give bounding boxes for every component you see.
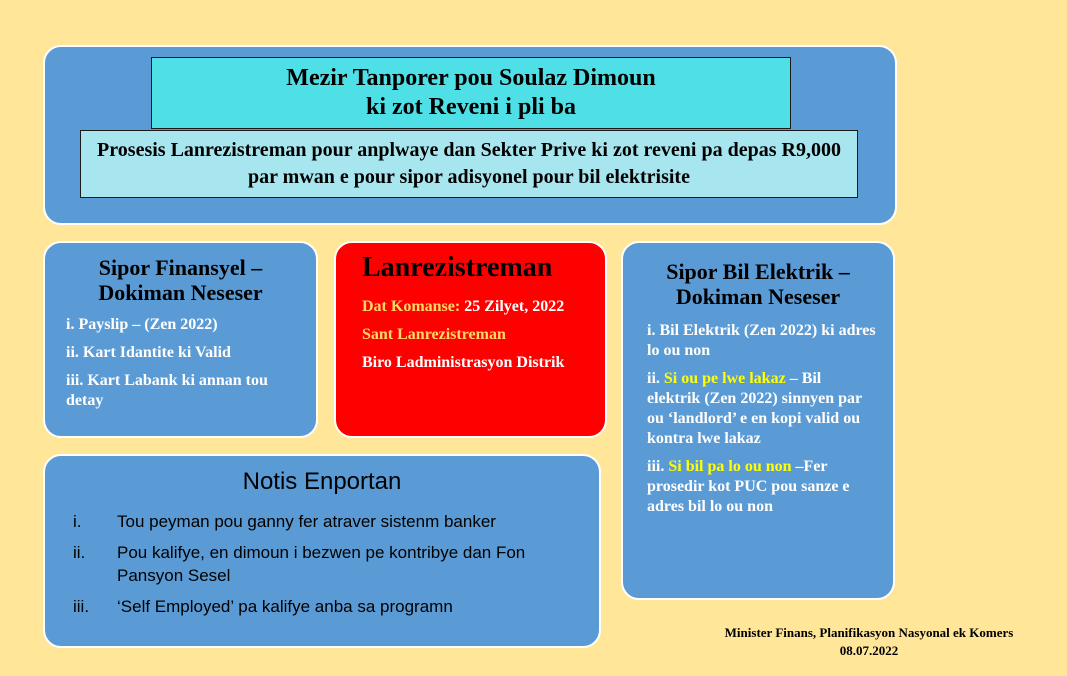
electricity-document-item [647,457,877,517]
notice-item-text: ‘Self Employed’ pa kalifye anba sa programn [117,597,453,616]
financial-heading-line-2: Dokiman Neseser [98,280,263,305]
notice-item-number: ii. [73,543,86,562]
registration-details [362,297,587,381]
electricity-document-list [647,321,877,525]
financial-document-item: ii. Kart Idantite ki Valid [66,344,231,361]
electricity-item-highlight: Si bil pa lo ou non [668,458,792,475]
subtitle-text: Prosesis Lanrezistreman pour anplwaye dan Sekter Prive ki zot reveni pa depas R9,000 par mwan e pour sipor adisyonel pour bil elektrisite [97,139,841,188]
electricity-document-item [647,369,877,449]
notice-item [73,595,573,618]
footer-date: 08.07.2022 [839,643,899,658]
electricity-heading-line-2: Dokiman Neseser [675,284,841,309]
registration-date-label: Dat Komanse: [362,298,461,315]
electricity-item-number: ii. [647,370,664,387]
notice-list [73,510,573,626]
notice-item-number: iii. [73,597,90,616]
notice-item-text: Tou peyman pou ganny fer atraver sistenm banker [117,512,496,531]
electricity-item-highlight: Si ou pe lwe lakaz [663,370,786,387]
financial-heading-line-1: Sipor Finansyel – [98,255,263,280]
electricity-heading [623,259,893,309]
electricity-item-text: – Bil elektrik (Zen 2022) sinnyen par ou ‘landlord’ e en kopi valid ou kontra lwe lakaz [647,370,862,447]
title-line-2: ki zot Reveni i pli ba [365,94,576,120]
notice-heading: Notis Enportan [242,468,402,495]
financial-support-panel [43,241,318,438]
notice-item [73,510,573,533]
title-box [151,57,791,129]
electricity-support-panel [621,241,895,600]
footer-ministry: Minister Finans, Planifikasyon Nasyonal ek Komers [724,625,1014,640]
registration-date [362,297,587,317]
registration-centre-value: Biro Ladministrasyon Distrik [362,354,565,371]
notice-item-text: Pou kalifye, en dimoun i bezwen pe kontribye dan Fon Pansyon Sesel [117,543,526,585]
electricity-heading-line-1: Sipor Bil Elektrik – [666,259,850,284]
notice-item [73,541,573,587]
financial-document-item: iii. Kart Labank ki annan tou detay [66,372,268,409]
financial-document-list [66,315,306,419]
electricity-item-text: –Fer prosedir kot PUC pou sanze e adres bil lo ou non [647,458,850,515]
header-panel [43,45,897,225]
title-line-1: Mezir Tanporer pou Soulaz Dimoun [286,65,656,91]
electricity-item-number: iii. [647,458,669,475]
notice-item-number: i. [73,512,82,531]
footer [680,624,1058,660]
financial-document-item: i. Payslip – (Zen 2022) [66,316,218,333]
important-notice-panel [43,454,601,648]
registration-heading: Lanrezistreman [362,252,553,283]
registration-panel [334,241,607,438]
registration-date-value: 25 Zilyet, 2022 [460,298,565,315]
financial-heading [45,255,316,305]
electricity-document-item: i. Bil Elektrik (Zen 2022) ki adres lo ou non [647,322,876,359]
registration-centre-label: Sant Lanrezistreman [362,326,506,343]
subtitle-box [80,130,858,198]
